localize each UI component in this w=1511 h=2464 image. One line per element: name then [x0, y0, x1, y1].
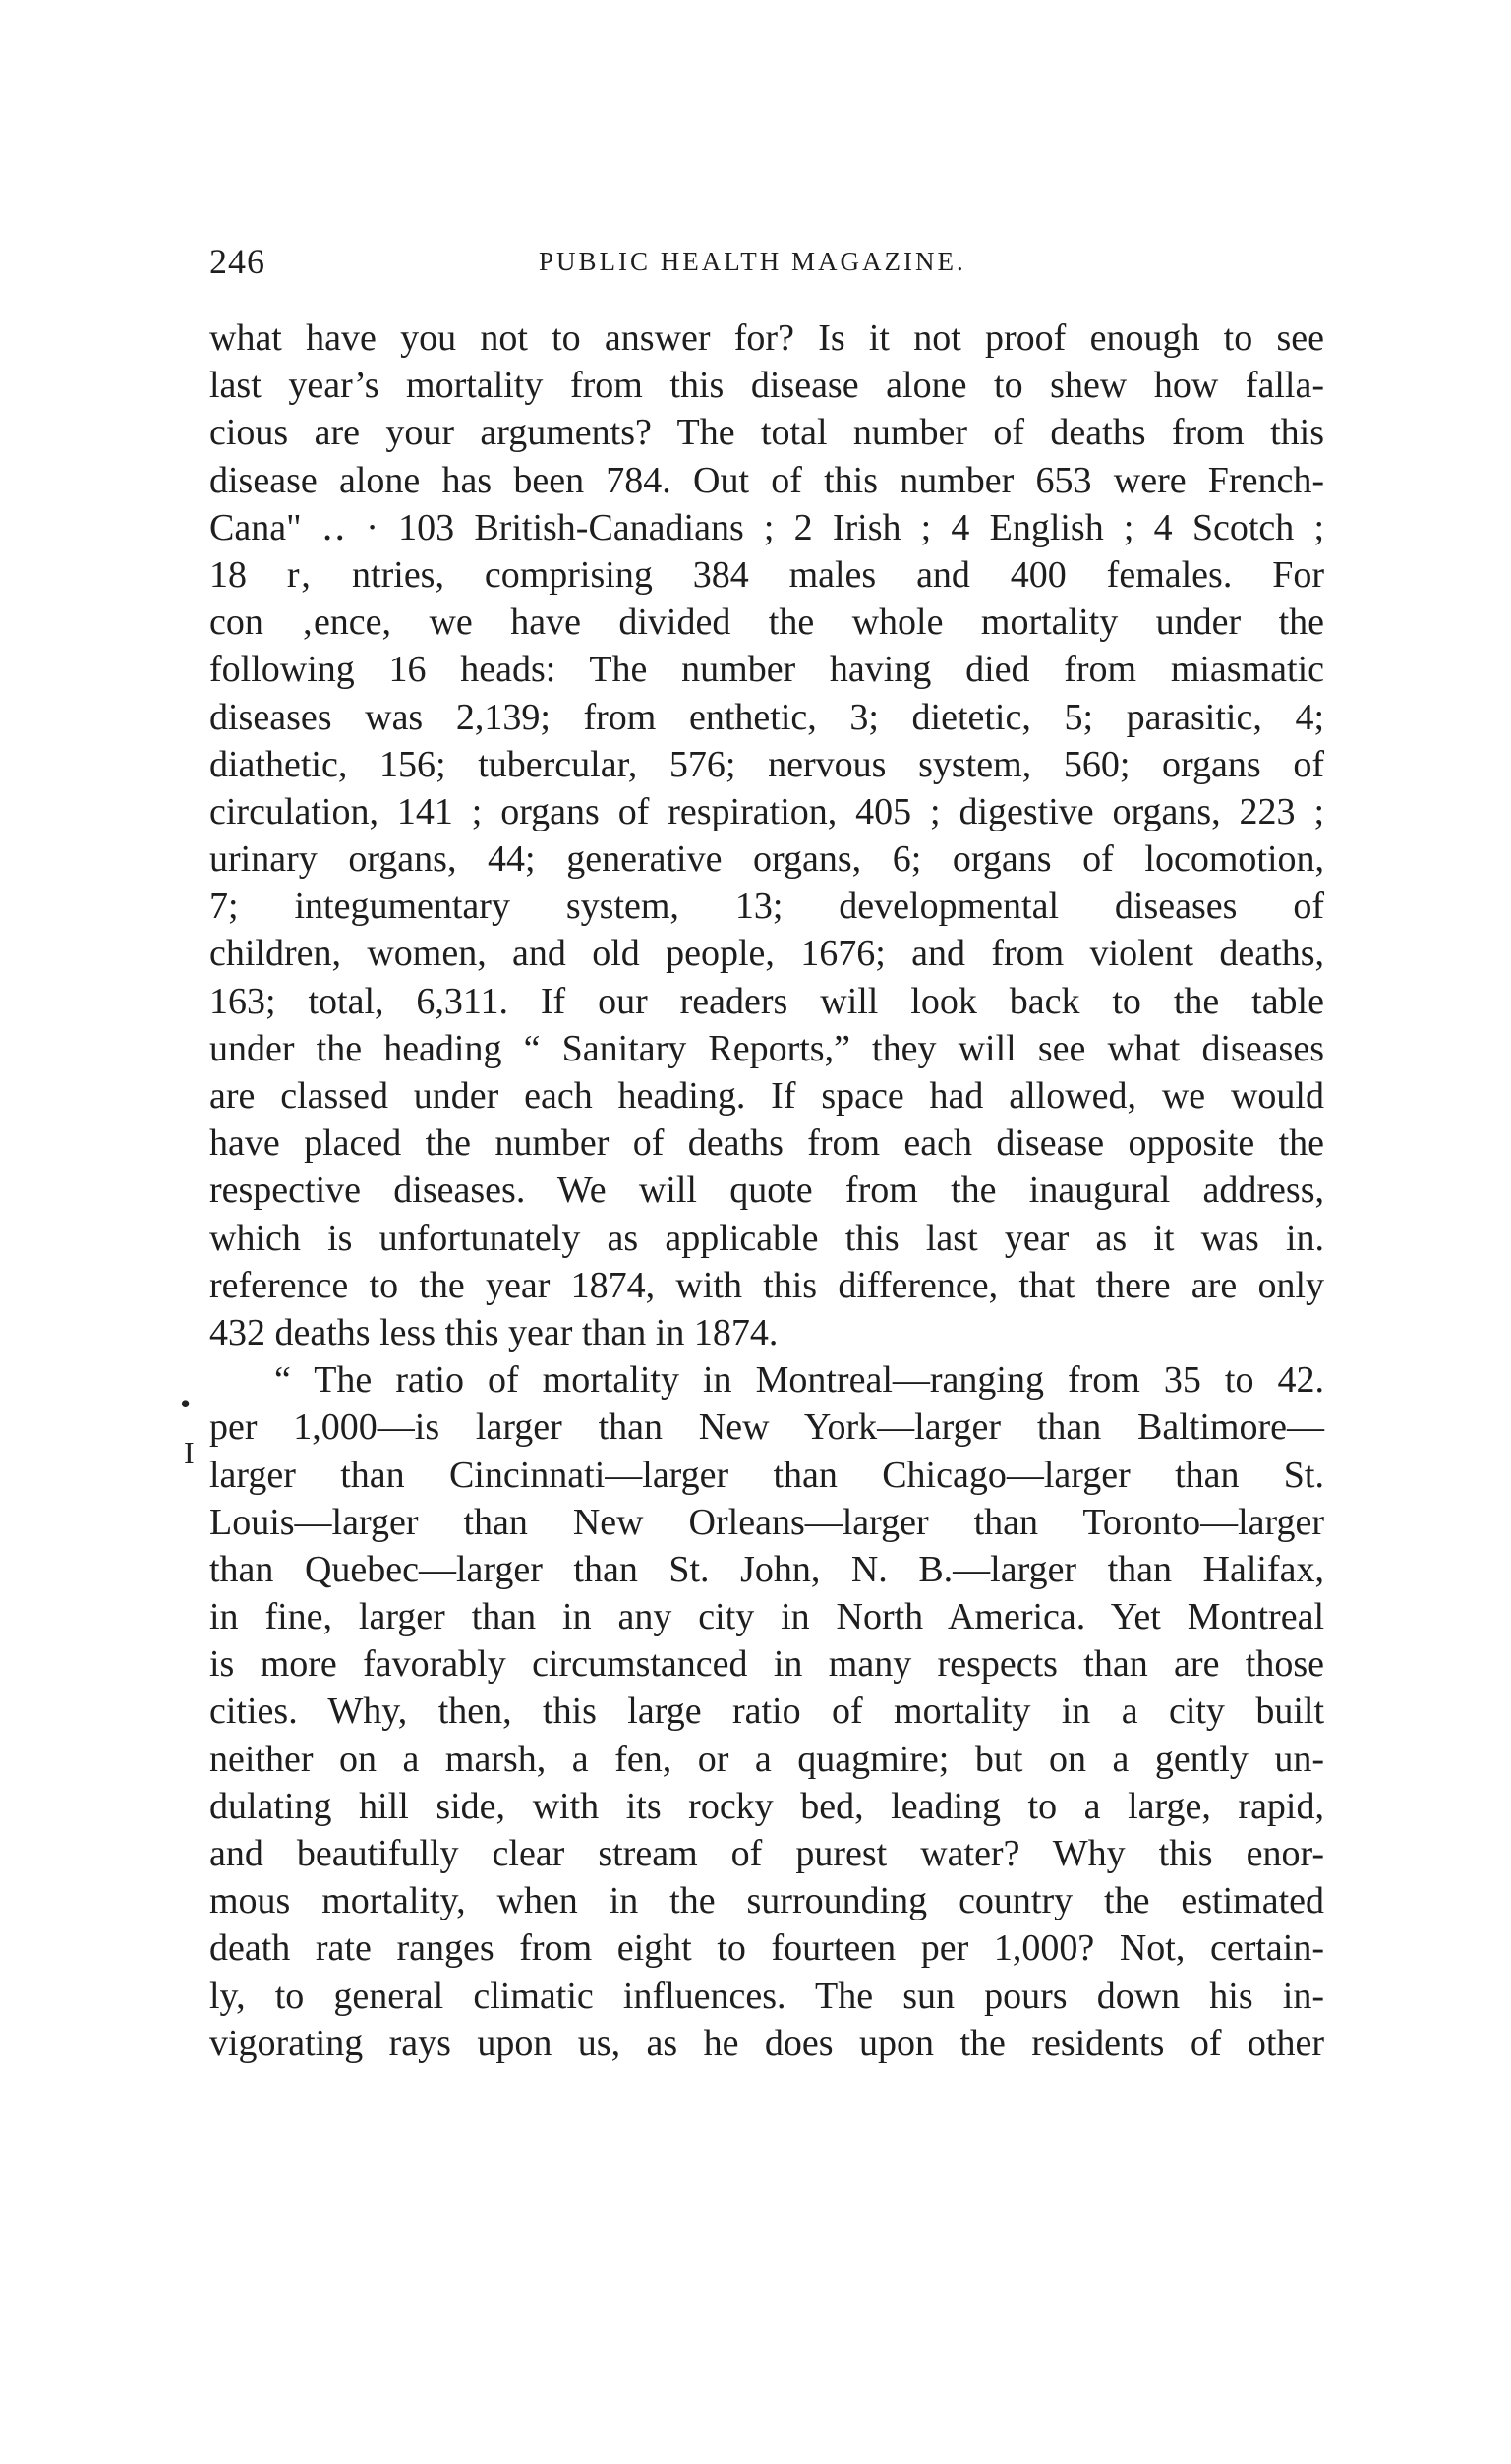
text-line: 18 r‚ ntries, comprising 384 males and 400 females. For [209, 553, 1324, 596]
text-line: following 16 heads: The number having died from miasmatic [209, 649, 1324, 691]
text-line: in fine, larger than in any city in North America. Yet Montreal [209, 1596, 1324, 1638]
text-line: larger than Cincinnati—larger than Chicago—larger than St. [209, 1454, 1324, 1496]
text-line: dulating hill side, with its rocky bed, leading to a large, rapid, [209, 1785, 1324, 1827]
text-line-quote-start: “ The ratio of mortality in Montreal—ranging from 35 to 42. [274, 1359, 1324, 1402]
text-line: Louis—larger than New Orleans—larger than Toronto—larger [209, 1501, 1324, 1543]
text-line: have placed the number of deaths from each disease opposite the [209, 1122, 1324, 1165]
text-line: circulation, 141 ; organs of respiration, 405 ; digestive organs, 223 ; [209, 790, 1324, 832]
text-line: mous mortality, when in the surrounding country the estimated [209, 1880, 1324, 1922]
margin-stroke-mark: I [184, 1435, 195, 1470]
text-line: and beautifully clear stream of purest water? Why this enor- [209, 1833, 1324, 1874]
text-line: disease alone has been 784. Out of this number 653 were French- [209, 459, 1324, 501]
text-line: neither on a marsh, a fen, or a quagmire; but on a gently un- [209, 1738, 1324, 1780]
running-head: PUBLIC HEALTH MAGAZINE. [539, 247, 966, 276]
text-line: are classed under each heading. If space had allowed, we would [209, 1075, 1324, 1117]
body-text [209, 315, 1324, 2067]
text-line: urinary organs, 44; generative organs, 6; organs of locomotion, [209, 838, 1324, 881]
text-line: which is unfortunately as applicable this last year as it was in. [209, 1217, 1324, 1259]
text-line: death rate ranges from eight to fourteen per 1,000? Not, certain- [209, 1927, 1324, 1970]
text-line: diathetic, 156; tubercular, 576; nervous system, 560; organs of [209, 743, 1324, 785]
text-line: per 1,000—is larger than New York—larger than Baltimore— [209, 1406, 1324, 1449]
text-line: cious are your arguments? The total number of deaths from this [209, 412, 1324, 454]
text-line-paragraph-end: 432 deaths less this year than in 1874. [209, 1311, 779, 1353]
text-line: cities. Why, then, this large ratio of mortality in a city built [209, 1690, 1324, 1733]
text-line: children, women, and old people, 1676; and from violent deaths, [209, 933, 1324, 975]
text-line: respective diseases. We will quote from the inaugural address, [209, 1170, 1324, 1212]
margin-bullet-mark: • [180, 1386, 192, 1421]
text-line: diseases was 2,139; from enthetic, 3; dietetic, 5; parasitic, 4; [209, 696, 1324, 738]
page-header [209, 241, 1324, 290]
page-number: 246 [209, 242, 265, 281]
text-line: under the heading “ Sanitary Reports,” they will see what diseases [209, 1027, 1324, 1069]
text-line: 163; total, 6,311. If our readers will look back to the table [209, 980, 1324, 1022]
text-line: reference to the year 1874, with this difference, that there are only [209, 1264, 1324, 1306]
text-line: ly, to general climatic influences. The sun pours down his in- [209, 1975, 1324, 2017]
text-line: 7; integumentary system, 13; developmental diseases of [209, 886, 1324, 928]
text-line: is more favorably circumstanced in many respects than are those [209, 1643, 1324, 1686]
text-line: vigorating rays upon us, as he does upon the residents of other [209, 2022, 1324, 2064]
text-line: than Quebec—larger than St. John, N. B.—larger than Halifax, [209, 1548, 1324, 1590]
text-line: last year’s mortality from this disease alone to shew how falla- [209, 365, 1324, 407]
text-line: Cana" ‥ · 103 British-Canadians ; 2 Irish ; 4 English ; 4 Scotch ; [209, 506, 1324, 548]
text-line: what have you not to answer for? Is it not proof enough to see [209, 317, 1324, 359]
text-line: con ‚ence, we have divided the whole mortality under the [209, 602, 1324, 644]
